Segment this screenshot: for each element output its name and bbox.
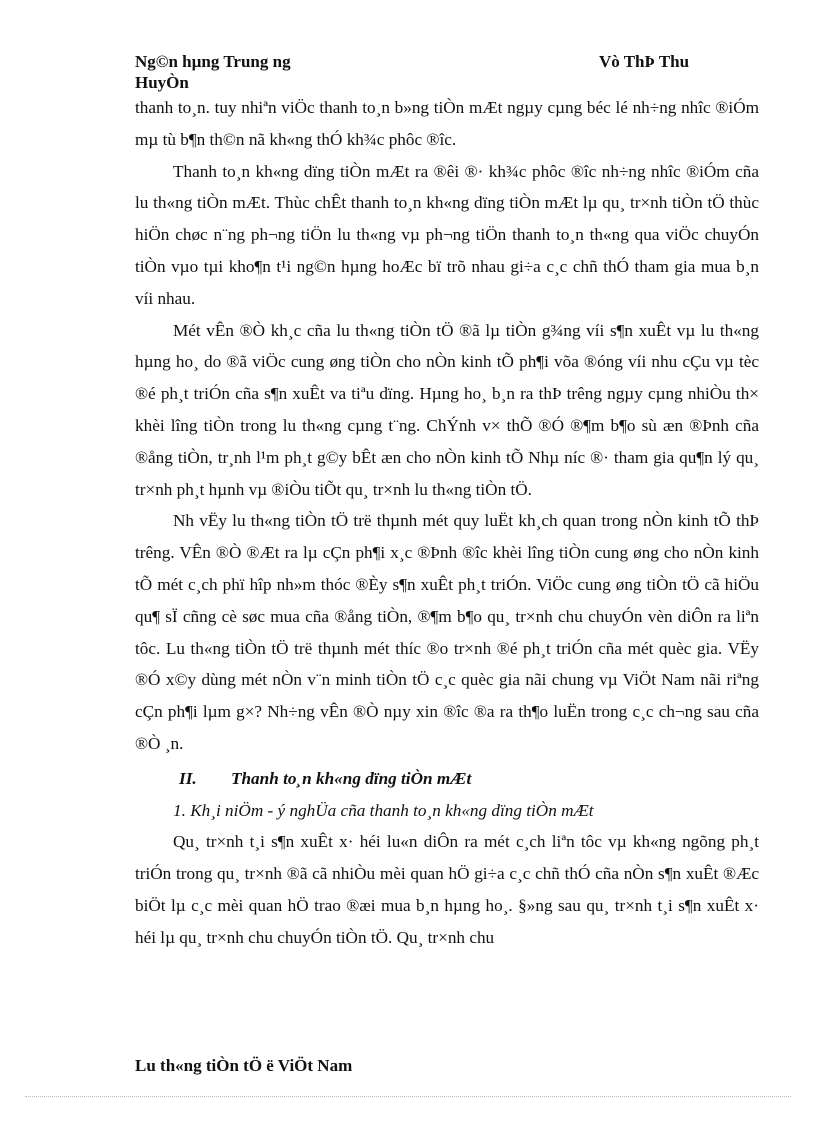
document-body	[135, 92, 759, 954]
footer-title: Lu th«ng tiÒn tÖ ë ViÖt Nam	[135, 1056, 353, 1075]
paragraph: Mét vÊn ®Ò kh¸c cña lu th«ng tiÒn tÖ ®ã lµ tiÒn g¾ng víi s¶n xuÊt vµ lu th«ng hµng ho¸ do ®ã viÖc cung øng tiÒn cho nÒn kinh tÕ ph¶i võa ®óng víi nhu cÇu vµ tèc ®é ph¸t triÓn cña s¶n xuÊt va tiªu dïng. Hµng ho¸ b¸n ra thÞ trêng ngµy cµng nhiÒu th× khèi lîng tiÒn trong lu th«ng cµng t¨ng. ChÝnh v× thÕ ®Ó ®¶m b¶o sù æn ®Þnh cña ®ång tiÒn, tr¸nh l¹m ph¸t g©y bÊt æn cho nÒn kinh tÕ Nhµ níc ®· tham gia qu¶n lý qu¸ tr×nh ph¸t hµnh vµ ®iÒu tiÕt qu¸ tr×nh lu th«ng tiÒn tÖ.	[135, 320, 759, 499]
paragraph: Nh vËy lu th«ng tiÒn tÖ trë thµnh mét quy luËt kh¸ch quan trong nÒn kinh tÕ thÞ trêng. VÊn ®Ò ®Æt ra lµ cÇn ph¶i x¸c ®Þnh ®îc khèi lîng tiÒn cung øng cho nÒn kinh tÕ mét c¸ch phï hîp nh»m thóc ®Èy s¶n xuÊt ph¸t triÓn. ViÖc cung øng tiÒn tÖ cã hiÖu qu¶ sÏ cñng cè søc mua cña ®ång tiÒn, ®¶m b¶o qu¸ tr×nh chu chuyÓn vèn diÔn ra liªn tôc. Lu th«ng tiÒn tÖ trë thµnh mét thíc ®o tr×nh ®é ph¸t triÓn cña mét quèc gia. VËy ®Ó x©y dùng mét nÒn v¨n minh tiÒn tÖ c¸c quèc gia nãi chung vµ ViÖt Nam nãi riªng cÇn ph¶i lµm g×? Nh÷ng vÊn ®Ò nµy xin ®îc ®a ra th¶o luËn trong c¸c ch¬ng sau cña ®Ò ¸n.	[135, 511, 759, 753]
subsection-heading: 1. Kh¸i niÖm - ý nghÜa cña thanh to¸n kh«ng dïng tiÒn mÆt	[173, 800, 594, 820]
page-bottom-divider	[25, 1096, 791, 1097]
header-bank-name: Ng©n hµng Trung ng	[135, 52, 291, 71]
header-author-surname: HuyÒn	[135, 73, 189, 92]
section-number: II.	[179, 768, 197, 788]
section-heading	[179, 763, 759, 795]
section-title: Thanh to¸n kh«ng dïng tiÒn mÆt	[231, 768, 472, 788]
paragraph: Thanh to¸n kh«ng dïng tiÒn mÆt ra ®êi ®· kh¾c phôc ®îc nh÷ng nhîc ®iÓm cña lu th«ng tiÒn mÆt. Thùc chÊt thanh to¸n kh«ng dïng tiÒn mÆt lµ qu¸ tr×nh tiÒn tÖ thùc hiÖn chøc n¨ng ph¬ng tiÖn lu th«ng vµ ph¬ng tiÖn thanh to¸n th«ng qua viÖc chuyÓn tiÒn vµo tµi kho¶n t¹i ng©n hµng hoÆc bï trõ nhau gi÷a c¸c chñ thÓ tham gia mua b¸n víi nhau.	[135, 161, 759, 308]
paragraph-continued: thanh to¸n. tuy nhiªn viÖc thanh to¸n b»ng tiÒn mÆt ngµy cµng béc lé nh÷ng nhîc ®iÓm mµ tù b¶n th©n nã kh«ng thÓ kh¾c phôc ®îc.	[135, 98, 759, 149]
header-author-name: Vò ThÞ Thu	[599, 52, 690, 71]
paragraph: Qu¸ tr×nh t¸i s¶n xuÊt x· héi lu«n diÔn ra mét c¸ch liªn tôc vµ kh«ng ngõng ph¸t triÓn trong qu¸ tr×nh ®ã cã nhiÒu mèi quan hÖ gi÷a c¸c chñ thÓ cña nÒn s¶n xuÊt ®Æc biÖt lµ c¸c mèi quan hÖ trao ®æi mua b¸n hµng ho¸. §»ng sau qu¸ tr×nh t¸i s¶n xuÊt x· héi lµ qu¸ tr×nh chu chuyÓn tiÒn tÖ. Qu¸ tr×nh chu	[135, 832, 759, 947]
